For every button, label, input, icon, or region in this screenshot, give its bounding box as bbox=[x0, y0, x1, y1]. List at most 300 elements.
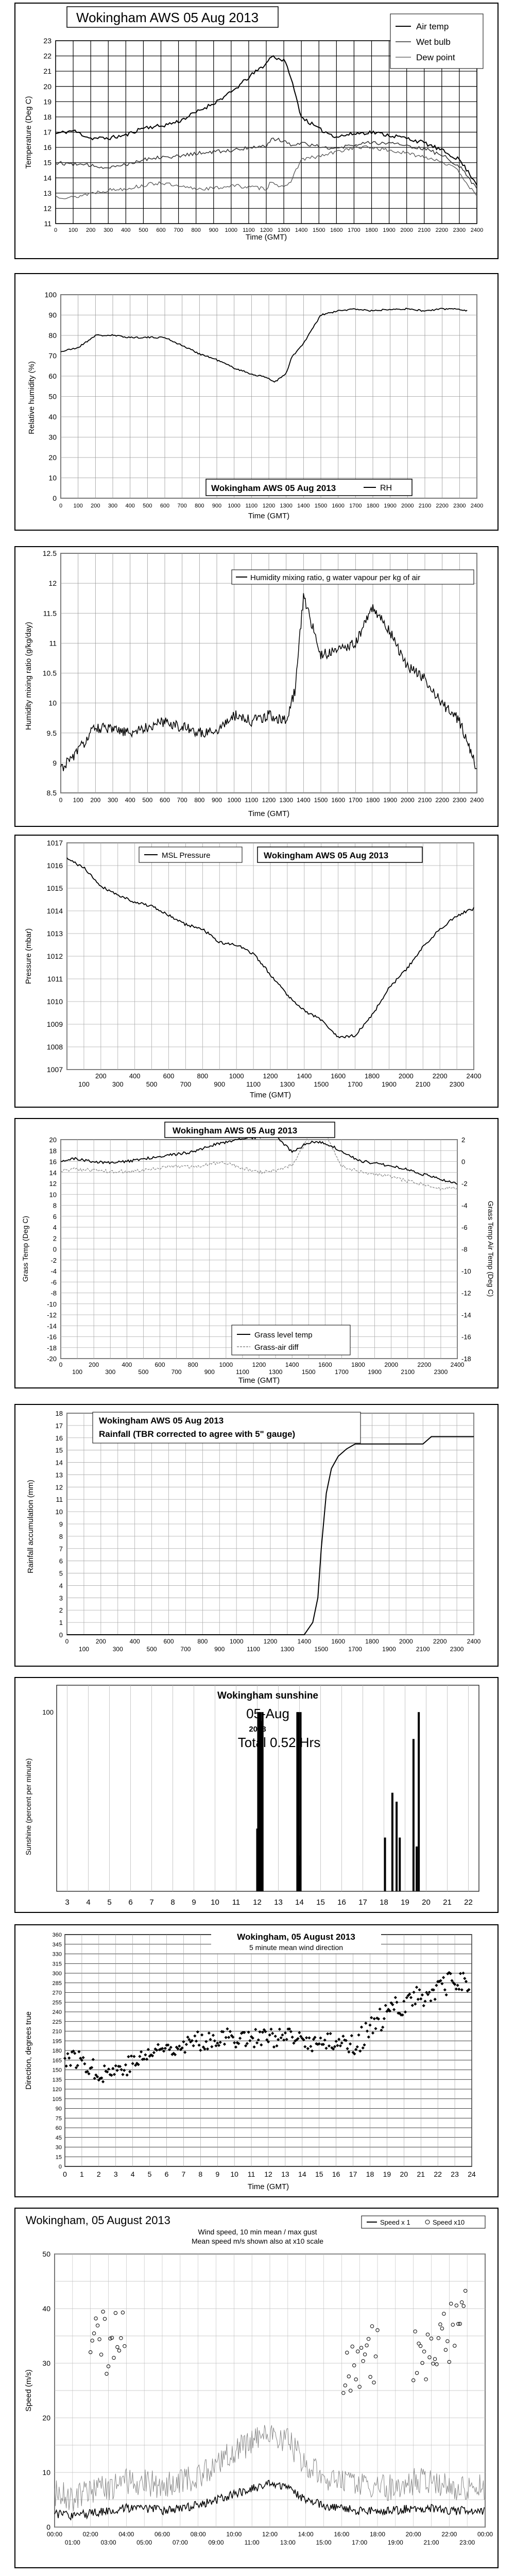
direction-point bbox=[340, 2041, 343, 2044]
direction-point bbox=[196, 2030, 199, 2033]
chart-title: Wokingham AWS 05 Aug 2013 bbox=[173, 1126, 298, 1136]
y-tick-label-left: -8 bbox=[50, 1289, 57, 1297]
temperature-chart bbox=[15, 4, 497, 258]
speed-x10-point bbox=[426, 2333, 429, 2336]
y-tick-label: 225 bbox=[52, 2019, 62, 2025]
y-axis-label: Sunshine (percent per minute) bbox=[24, 1758, 32, 1856]
direction-point bbox=[63, 2057, 66, 2060]
x-tick-label: 1200 bbox=[260, 227, 273, 233]
speed-x10-point bbox=[422, 2350, 425, 2353]
x-tick-label: 13 bbox=[281, 2170, 289, 2178]
chart-title: Wokingham, 05 August 2013 bbox=[237, 1932, 355, 1942]
direction-point bbox=[140, 2050, 143, 2054]
y-tick-label-left: -10 bbox=[47, 1300, 57, 1308]
speed-x10-point bbox=[121, 2311, 124, 2314]
direction-point bbox=[381, 2026, 384, 2029]
direction-point bbox=[213, 2039, 216, 2042]
x-tick-label: 300 bbox=[108, 503, 118, 509]
direction-point bbox=[229, 2030, 232, 2033]
x-tick-label: 1700 bbox=[335, 1368, 349, 1376]
x-tick-label: 2300 bbox=[434, 1368, 448, 1376]
x-tick-label: 700 bbox=[177, 503, 187, 509]
x-tick-label: 1800 bbox=[351, 1361, 365, 1368]
y-tick-label: 1014 bbox=[46, 907, 63, 915]
x-tick-label: 1000 bbox=[229, 1638, 244, 1645]
direction-point bbox=[419, 1997, 422, 2001]
chart-title: Wokingham AWS 05 Aug 2013 bbox=[99, 1416, 224, 1426]
x-tick-label: 2300 bbox=[449, 1080, 465, 1088]
y-tick-label-left: 18 bbox=[49, 1147, 57, 1155]
x-tick-label: 1500 bbox=[314, 503, 328, 509]
x-tick-label: 20:00 bbox=[405, 2531, 421, 2538]
y-tick-label: 210 bbox=[52, 2028, 62, 2035]
y-tick-label: 12.5 bbox=[42, 549, 57, 557]
direction-point bbox=[339, 2044, 342, 2047]
x-tick-label: 2300 bbox=[453, 503, 466, 509]
speed-x10-point bbox=[414, 2330, 417, 2333]
x-tick-label: 2300 bbox=[450, 1646, 464, 1653]
direction-point bbox=[358, 2049, 362, 2053]
x-tick-label: 7 bbox=[181, 2170, 186, 2178]
x-tick-label: 700 bbox=[174, 227, 183, 233]
direction-point bbox=[197, 2043, 200, 2046]
y-tick-label: 75 bbox=[55, 2115, 62, 2122]
direction-point bbox=[440, 1982, 443, 1985]
x-tick-label: 19 bbox=[401, 1898, 409, 1907]
x-tick-label: 0 bbox=[59, 796, 63, 804]
speed-x10-point bbox=[433, 2358, 436, 2361]
speed-x10-point bbox=[353, 2364, 356, 2367]
direction-point bbox=[193, 2035, 196, 2038]
x-tick-label: 1700 bbox=[348, 1080, 363, 1088]
direction-point bbox=[185, 2043, 188, 2046]
x-tick-label: 500 bbox=[146, 1646, 157, 1653]
speed-x10-point bbox=[91, 2339, 94, 2342]
x-tick-label: 21 bbox=[443, 1898, 452, 1907]
speed-x10-point bbox=[344, 2384, 347, 2387]
x-tick-label: 300 bbox=[112, 1080, 124, 1088]
direction-point bbox=[371, 2031, 374, 2035]
y-tick-label: 13 bbox=[55, 1471, 63, 1479]
direction-point bbox=[328, 2044, 331, 2047]
x-tick-label: 2000 bbox=[398, 1072, 414, 1080]
grass-temp-chart-panel bbox=[14, 1118, 499, 1388]
speed-x10-point bbox=[439, 2323, 442, 2326]
y-tick-label: 40 bbox=[42, 2304, 50, 2313]
direction-point bbox=[395, 2001, 398, 2004]
speed-x10-point bbox=[365, 2344, 368, 2347]
x-axis-label: Time (GMT) bbox=[245, 233, 287, 242]
x-tick-label: 2000 bbox=[399, 1638, 413, 1645]
legend-label-diff: Grass-air diff bbox=[254, 1343, 299, 1352]
x-tick-label: 2300 bbox=[453, 227, 466, 233]
direction-point bbox=[123, 2069, 126, 2072]
x-tick-label: 600 bbox=[163, 1072, 175, 1080]
x-tick-label: 1100 bbox=[246, 1080, 261, 1088]
y-tick-label-left: 6 bbox=[53, 1212, 57, 1221]
x-tick-label: 10 bbox=[230, 2170, 238, 2178]
x-tick-label: 0 bbox=[59, 1361, 63, 1368]
direction-point bbox=[394, 1996, 397, 1999]
direction-point bbox=[281, 2033, 284, 2037]
x-tick-label: 13:00 bbox=[280, 2539, 296, 2546]
direction-point bbox=[233, 2041, 236, 2044]
x-tick-label: 800 bbox=[197, 1638, 208, 1645]
speed-x10-point bbox=[362, 2360, 365, 2363]
y-tick-label: 6 bbox=[59, 1557, 63, 1565]
x-tick-label: 17 bbox=[358, 1898, 367, 1907]
direction-point bbox=[178, 2044, 181, 2047]
y-tick-label: 0 bbox=[58, 2164, 62, 2170]
y-tick-label: 11 bbox=[44, 219, 52, 228]
direction-point bbox=[144, 2053, 147, 2056]
x-tick-label: 07:00 bbox=[172, 2539, 188, 2546]
direction-point bbox=[459, 1972, 462, 1975]
y-tick-label: 8 bbox=[59, 1532, 63, 1540]
x-tick-label: 12:00 bbox=[262, 2531, 278, 2538]
y-tick-label: 1012 bbox=[46, 952, 63, 960]
speed-x10-point bbox=[94, 2317, 97, 2320]
chart-subtitle-2: Mean speed m/s shown also at x10 scale bbox=[191, 2237, 324, 2245]
x-axis-label: Time (GMT) bbox=[249, 1091, 291, 1099]
x-tick-label: 1500 bbox=[314, 796, 328, 804]
chart-title: Wokingham AWS 05 Aug 2013 bbox=[264, 851, 389, 860]
x-tick-label: 1600 bbox=[330, 227, 343, 233]
x-tick-label: 1100 bbox=[247, 1646, 260, 1653]
x-tick-label: 1900 bbox=[368, 1368, 382, 1376]
direction-point bbox=[434, 1997, 437, 2001]
direction-point bbox=[360, 2026, 363, 2029]
x-tick-label: 5 bbox=[107, 1898, 112, 1907]
x-tick-label: 800 bbox=[194, 796, 205, 804]
y-tick-label-right: -10 bbox=[461, 1267, 471, 1275]
x-tick-label: 1800 bbox=[365, 227, 378, 233]
x-tick-label: 14:00 bbox=[298, 2531, 314, 2538]
y-tick-label: 1011 bbox=[47, 975, 63, 983]
direction-point bbox=[291, 2036, 294, 2039]
x-tick-label: 900 bbox=[211, 796, 222, 804]
direction-point bbox=[138, 2055, 141, 2058]
direction-point bbox=[195, 2040, 198, 2043]
y-tick-label-left: -6 bbox=[50, 1278, 57, 1286]
x-tick-label: 2 bbox=[96, 2170, 101, 2178]
x-tick-label: 1700 bbox=[348, 1646, 362, 1653]
direction-point bbox=[103, 2064, 106, 2067]
x-tick-label: 1400 bbox=[297, 1072, 312, 1080]
y-tick-label: 30 bbox=[55, 2144, 62, 2151]
y-tick-label: 9 bbox=[59, 1520, 63, 1528]
y-tick-label: 240 bbox=[52, 2009, 62, 2015]
direction-point bbox=[182, 2040, 185, 2043]
x-tick-label: 05:00 bbox=[136, 2539, 152, 2546]
chart-subtitle-1: Wind speed, 10 min mean / max gust bbox=[198, 2228, 317, 2236]
x-axis-label: Time (GMT) bbox=[248, 809, 290, 818]
y-tick-label: 10 bbox=[48, 473, 57, 482]
speed-x10-point bbox=[351, 2345, 354, 2348]
chart-title: Wokingham sunshine bbox=[217, 1690, 319, 1701]
y-tick-label: 10 bbox=[55, 1508, 63, 1516]
mixing-ratio-chart bbox=[15, 547, 497, 826]
legend-label-dew: Dew point bbox=[416, 53, 455, 62]
speed-x10-point bbox=[374, 2355, 377, 2358]
x-tick-label: 10 bbox=[211, 1898, 219, 1907]
direction-point bbox=[350, 2034, 353, 2037]
direction-point bbox=[206, 2047, 209, 2050]
y-tick-label: 165 bbox=[52, 2057, 62, 2064]
x-tick-label: 2400 bbox=[470, 796, 484, 804]
y-tick-label: 7 bbox=[59, 1545, 63, 1553]
x-tick-label: 1400 bbox=[297, 1638, 312, 1645]
grass-temp-chart bbox=[15, 1119, 497, 1387]
y-tick-label: 0 bbox=[59, 1631, 63, 1639]
speed-x10-point bbox=[96, 2324, 99, 2327]
y-tick-label: 255 bbox=[52, 1999, 62, 2006]
y-tick-label: 105 bbox=[52, 2096, 62, 2103]
direction-point bbox=[210, 2045, 213, 2048]
speed-x10-point bbox=[450, 2302, 453, 2305]
x-tick-label: 11 bbox=[232, 1898, 241, 1907]
x-tick-label: 1600 bbox=[331, 1072, 346, 1080]
x-tick-label: 8 bbox=[170, 1898, 175, 1907]
x-tick-label: 2200 bbox=[432, 1072, 448, 1080]
y-tick-label: 30 bbox=[48, 433, 57, 442]
x-tick-label: 4 bbox=[130, 2170, 135, 2178]
speed-x10-point bbox=[369, 2375, 372, 2378]
direction-point bbox=[82, 2056, 85, 2059]
speed-x10-point bbox=[415, 2371, 418, 2375]
x-tick-label: 200 bbox=[90, 796, 101, 804]
direction-point bbox=[278, 2028, 281, 2031]
y-tick-label-right: 2 bbox=[461, 1136, 466, 1144]
x-tick-label: 2100 bbox=[401, 1368, 415, 1376]
direction-point bbox=[363, 2043, 366, 2046]
x-tick-label: 200 bbox=[95, 1638, 106, 1645]
y-tick-label: 15 bbox=[55, 1446, 63, 1454]
y-tick-label: 30 bbox=[42, 2359, 50, 2367]
x-tick-label: 1900 bbox=[383, 227, 396, 233]
y-tick-label: 16 bbox=[55, 1434, 63, 1442]
x-tick-label: 900 bbox=[214, 1646, 225, 1653]
x-tick-label: 09:00 bbox=[208, 2539, 224, 2546]
x-tick-label: 300 bbox=[105, 1368, 116, 1376]
x-tick-label: 600 bbox=[159, 796, 170, 804]
y-tick-label: 1008 bbox=[46, 1043, 63, 1051]
y-tick-label: 12 bbox=[55, 1483, 63, 1492]
direction-point bbox=[349, 2042, 352, 2045]
x-tick-label: 24 bbox=[468, 2170, 476, 2178]
x-tick-label: 1200 bbox=[252, 1361, 266, 1368]
y-axis-label-left: Grass Temp (Deg C) bbox=[21, 1215, 29, 1282]
y-tick-label-left: 2 bbox=[53, 1234, 57, 1243]
direction-point bbox=[111, 2067, 114, 2070]
y-tick-label: 270 bbox=[52, 1990, 62, 1996]
speed-x10-point bbox=[372, 2381, 375, 2384]
x-tick-label: 2300 bbox=[452, 796, 467, 804]
x-tick-label: 2000 bbox=[400, 227, 413, 233]
y-tick-label: 5 bbox=[59, 1569, 63, 1578]
x-tick-label: 1500 bbox=[313, 227, 325, 233]
x-tick-label: 18 bbox=[366, 2170, 374, 2178]
x-tick-label: 14 bbox=[295, 1898, 304, 1907]
speed-x10-point bbox=[440, 2327, 443, 2330]
humidity-chart bbox=[15, 274, 497, 530]
direction-point bbox=[460, 1988, 464, 1991]
y-tick-label: 8.5 bbox=[46, 789, 57, 797]
x-tick-label: 0 bbox=[59, 503, 63, 509]
x-tick-label: 900 bbox=[212, 503, 222, 509]
direction-point bbox=[131, 2062, 134, 2065]
x-tick-label: 1800 bbox=[365, 1638, 379, 1645]
x-tick-label: 2000 bbox=[384, 1361, 399, 1368]
x-tick-label: 1500 bbox=[314, 1080, 329, 1088]
y-axis-label: Pressure (mbar) bbox=[24, 928, 33, 985]
sunshine-chart bbox=[15, 1678, 497, 1912]
direction-point bbox=[367, 2036, 370, 2039]
direction-point bbox=[127, 2055, 130, 2058]
direction-point bbox=[280, 2036, 283, 2039]
direction-point bbox=[212, 2033, 215, 2037]
y-tick-label: 14 bbox=[55, 1459, 63, 1467]
y-tick-label: 1 bbox=[59, 1619, 63, 1627]
y-tick-label-left: 10 bbox=[49, 1191, 57, 1199]
x-tick-label: 16:00 bbox=[334, 2531, 350, 2538]
x-tick-label: 900 bbox=[214, 1080, 226, 1088]
x-tick-label: 4 bbox=[86, 1898, 91, 1907]
y-tick-label-left: -12 bbox=[47, 1311, 57, 1319]
direction-point bbox=[115, 2069, 118, 2072]
speed-x10-point bbox=[453, 2344, 456, 2347]
y-tick-label-left: 14 bbox=[49, 1168, 57, 1177]
y-tick-label: 50 bbox=[42, 2250, 50, 2258]
direction-point bbox=[337, 2038, 340, 2041]
direction-point bbox=[204, 2040, 208, 2043]
x-tick-label: 16 bbox=[332, 2170, 340, 2178]
y-tick-label: 10 bbox=[42, 2468, 50, 2477]
direction-point bbox=[309, 2045, 312, 2048]
x-tick-label: 800 bbox=[187, 1361, 198, 1368]
x-tick-label: 12 bbox=[264, 2170, 272, 2178]
direction-point bbox=[373, 2017, 376, 2020]
direction-point bbox=[392, 2008, 396, 2011]
x-tick-label: 13 bbox=[274, 1898, 283, 1907]
y-tick-label: 180 bbox=[52, 2048, 62, 2054]
direction-point bbox=[383, 2017, 386, 2020]
y-tick-label: 100 bbox=[42, 1708, 54, 1717]
x-tick-label: 1200 bbox=[262, 503, 276, 509]
temperature-chart-panel bbox=[14, 3, 499, 259]
x-tick-label: 1200 bbox=[263, 1072, 278, 1080]
y-tick-label-left: -18 bbox=[47, 1344, 57, 1352]
speed-x10-point bbox=[359, 2346, 363, 2349]
x-tick-label: 1100 bbox=[236, 1368, 249, 1376]
x-tick-label: 5 bbox=[147, 2170, 152, 2178]
direction-point bbox=[275, 2044, 278, 2047]
x-tick-label: 6 bbox=[128, 1898, 133, 1907]
x-tick-label: 200 bbox=[95, 1072, 107, 1080]
y-tick-label: 195 bbox=[52, 2038, 62, 2045]
x-tick-label: 600 bbox=[163, 1638, 174, 1645]
direction-point bbox=[418, 1988, 421, 1991]
x-tick-label: 06:00 bbox=[154, 2531, 170, 2538]
x-tick-label: 1300 bbox=[279, 796, 294, 804]
x-tick-label: 1300 bbox=[280, 1646, 295, 1653]
speed-x10-point bbox=[356, 2350, 359, 2353]
y-tick-label: 1007 bbox=[46, 1065, 63, 1074]
x-tick-label: 2200 bbox=[435, 227, 449, 233]
direction-point bbox=[417, 1998, 420, 2001]
direction-point bbox=[183, 2050, 186, 2054]
x-tick-label: 1800 bbox=[365, 1072, 380, 1080]
x-tick-label: 02:00 bbox=[82, 2531, 98, 2538]
x-tick-label: 2400 bbox=[470, 227, 484, 233]
x-tick-label: 1000 bbox=[219, 1361, 233, 1368]
x-tick-label: 2000 bbox=[400, 796, 415, 804]
x-tick-label: 100 bbox=[78, 1080, 90, 1088]
x-tick-label: 04:00 bbox=[118, 2531, 134, 2538]
x-tick-label: 400 bbox=[129, 1638, 140, 1645]
direction-point bbox=[282, 2039, 285, 2042]
x-tick-label: 800 bbox=[191, 227, 201, 233]
y-tick-label: 17 bbox=[55, 1421, 63, 1430]
direction-point bbox=[260, 2043, 263, 2046]
x-tick-label: 2400 bbox=[450, 1361, 465, 1368]
direction-point bbox=[66, 2052, 69, 2055]
direction-point bbox=[364, 2022, 367, 2025]
direction-point bbox=[456, 1984, 459, 1987]
x-tick-label: 500 bbox=[139, 227, 148, 233]
direction-point bbox=[227, 2036, 230, 2039]
y-tick-label: 360 bbox=[52, 1932, 62, 1938]
direction-point bbox=[445, 1993, 448, 1996]
x-tick-label: 1600 bbox=[331, 796, 346, 804]
x-tick-label: 19:00 bbox=[387, 2539, 403, 2546]
x-tick-label: 100 bbox=[72, 1368, 83, 1376]
x-tick-label: 900 bbox=[209, 227, 218, 233]
speed-x10-point bbox=[432, 2362, 435, 2365]
y-tick-label-left: -4 bbox=[50, 1267, 57, 1275]
x-tick-label: 2100 bbox=[416, 1646, 430, 1653]
speed-x10-point bbox=[455, 2304, 458, 2307]
y-tick-label: 0 bbox=[53, 494, 57, 502]
direction-point bbox=[404, 2010, 407, 2013]
x-tick-label: 400 bbox=[125, 796, 135, 804]
x-tick-label: 2400 bbox=[467, 1638, 481, 1645]
chart-title: Wokingham AWS 05 Aug 2013 bbox=[76, 10, 259, 25]
x-tick-label: 3 bbox=[65, 1898, 70, 1907]
x-tick-label: 1400 bbox=[285, 1361, 299, 1368]
y-tick-label: 300 bbox=[52, 1971, 62, 1977]
y-tick-label-left: 20 bbox=[49, 1136, 57, 1144]
x-tick-label: 200 bbox=[91, 503, 100, 509]
y-tick-label-right: -4 bbox=[461, 1201, 468, 1210]
direction-point bbox=[157, 2043, 160, 2046]
y-tick-label: 9 bbox=[53, 758, 57, 767]
y-tick-label: 18 bbox=[43, 112, 52, 121]
x-tick-label: 1800 bbox=[366, 503, 380, 509]
x-tick-label: 2100 bbox=[415, 1080, 431, 1088]
x-tick-label: 1200 bbox=[262, 796, 276, 804]
x-tick-label: 300 bbox=[104, 227, 113, 233]
x-tick-label: 100 bbox=[78, 1646, 89, 1653]
direction-point bbox=[219, 2041, 222, 2044]
direction-point bbox=[226, 2027, 229, 2030]
sunshine-bar bbox=[399, 1838, 401, 1891]
y-axis-label-right: Grass Temp Air Temp (Deg C) bbox=[487, 1200, 495, 1297]
direction-point bbox=[368, 2024, 371, 2027]
speed-x10-point bbox=[446, 2340, 449, 2343]
direction-point bbox=[121, 2073, 124, 2076]
sunshine-bar bbox=[396, 1802, 398, 1891]
